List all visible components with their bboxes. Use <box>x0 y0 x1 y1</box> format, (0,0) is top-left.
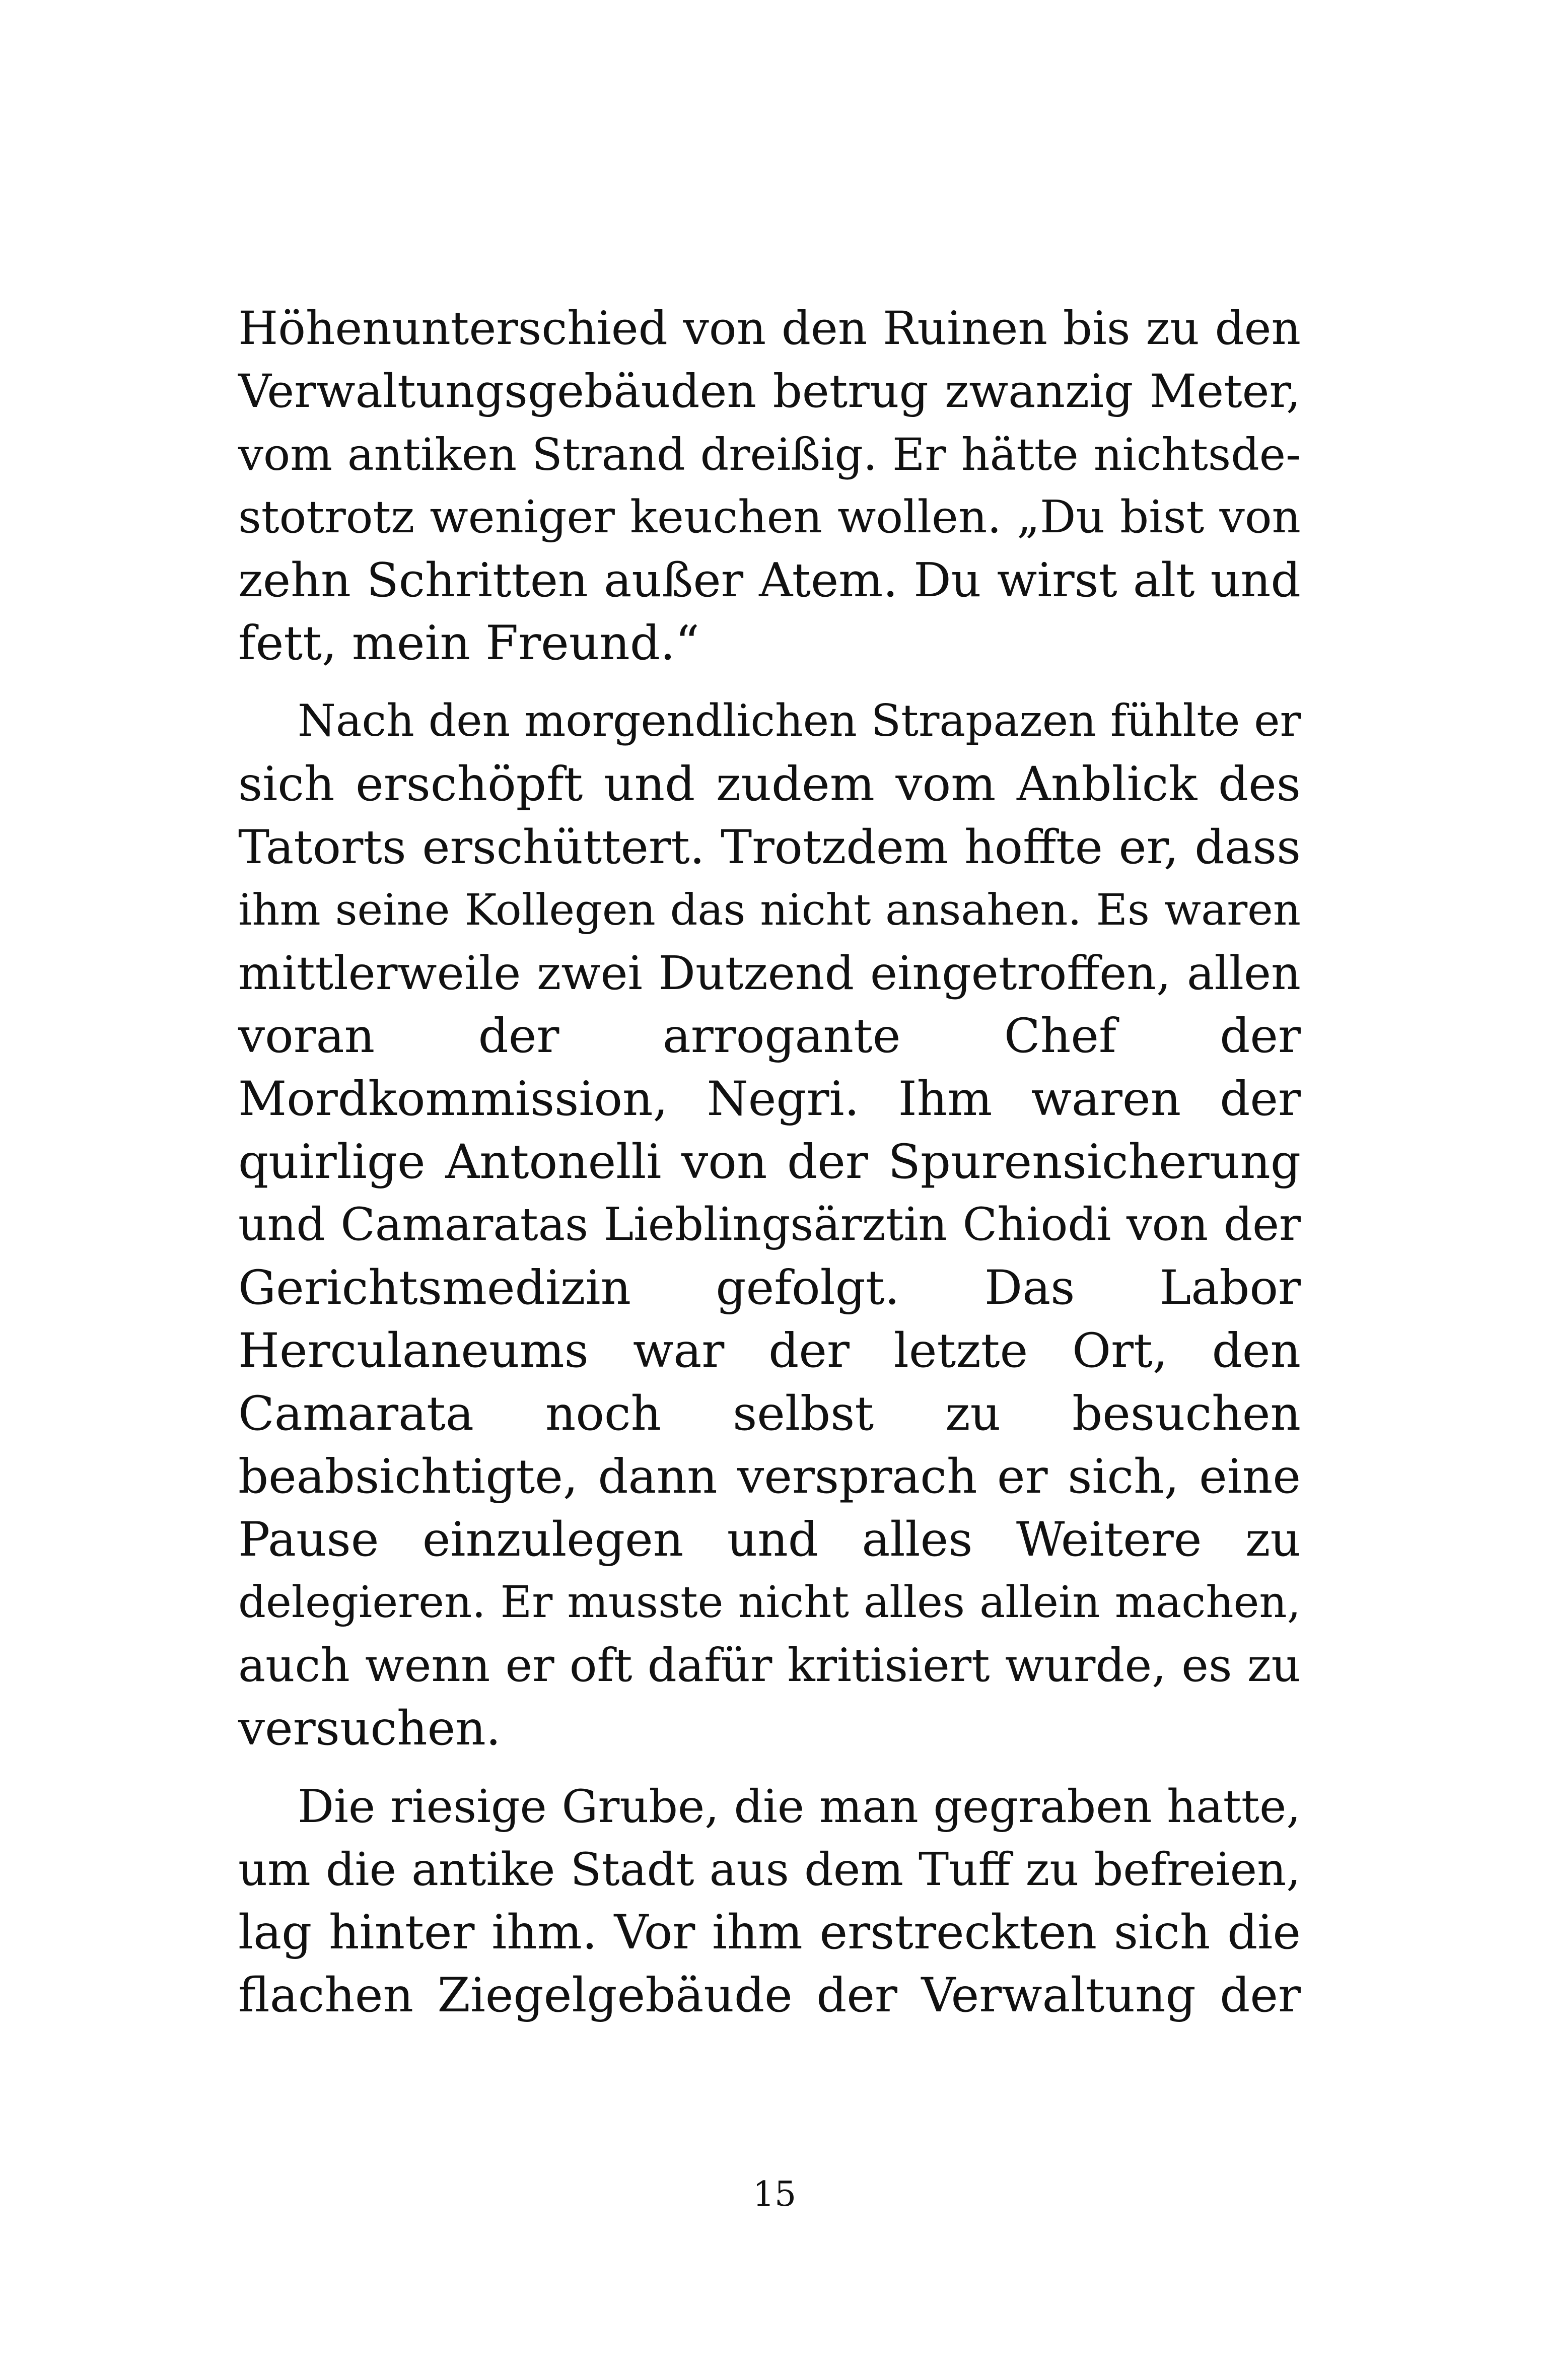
text-line: voran der arrogante Chef der <box>238 1009 1301 1064</box>
text-line: quirlige Antonelli von der Spurensicherung <box>238 1135 1301 1189</box>
text-line: Mordkommission, Negri. Ihm waren der <box>238 1072 1301 1127</box>
text-line: beabsichtigte, dann versprach er sich, eine <box>238 1449 1301 1504</box>
text-line: Die riesige Grube, die man gegraben hatte, <box>298 1780 1301 1833</box>
paragraph-gap <box>238 1760 1301 1775</box>
text-line: auch wenn er oft dafür kritisiert wurde, es zu <box>238 1639 1301 1692</box>
text-line: mittlerweile zwei Dutzend eingetroffen, allen <box>238 946 1301 1000</box>
text-line: Höhenunterschied von den Ruinen bis zu den <box>238 302 1301 355</box>
text-line: lag hinter ihm. Vor ihm erstreckten sich die <box>238 1905 1301 1960</box>
text-line: fett, mein Freund.“ <box>238 616 699 671</box>
text-line: stotrotz weniger keuchen wollen. „Du bist von <box>238 491 1301 543</box>
text-line: Camarata noch selbst zu besuchen <box>238 1386 1301 1441</box>
text-line: Tatorts erschüttert. Trotzdem hoffte er, dass <box>238 820 1301 874</box>
text-line: ihm seine Kollegen das nicht ansahen. Es waren <box>238 885 1301 935</box>
text-line: um die antike Stadt aus dem Tuff zu befreien, <box>238 1843 1301 1896</box>
page-number: 15 <box>752 2175 797 2214</box>
text-line: Nach den morgendlichen Strapazen fühlte er <box>298 696 1301 746</box>
text-line: sich erschöpft und zudem vom Anblick des <box>238 757 1301 812</box>
text-line: delegieren. Er musste nicht alles allein machen, <box>238 1577 1301 1628</box>
text-line: Herculaneums war der letzte Ort, den <box>238 1323 1301 1378</box>
text-line: flachen Ziegelgebäude der Verwaltung der <box>238 1968 1301 2023</box>
paragraph <box>238 297 1301 675</box>
paragraph <box>238 690 1301 1760</box>
text-line: Verwaltungsgebäuden betrug zwanzig Meter, <box>238 365 1301 418</box>
text-line: und Camaratas Lieblingsärztin Chiodi von der <box>238 1199 1301 1251</box>
paragraph <box>238 1775 1301 2027</box>
body-text <box>238 297 1301 2027</box>
text-line: versuchen. <box>238 1701 501 1756</box>
text-line: zehn Schritten außer Atem. Du wirst alt und <box>238 553 1301 607</box>
text-line: vom antiken Strand dreißig. Er hätte nichtsde- <box>238 429 1301 480</box>
text-line: Gerichtsmedizin gefolgt. Das Labor <box>238 1261 1301 1315</box>
paragraph-gap <box>238 675 1301 690</box>
text-line: Pause einzulegen und alles Weitere zu <box>238 1512 1301 1567</box>
